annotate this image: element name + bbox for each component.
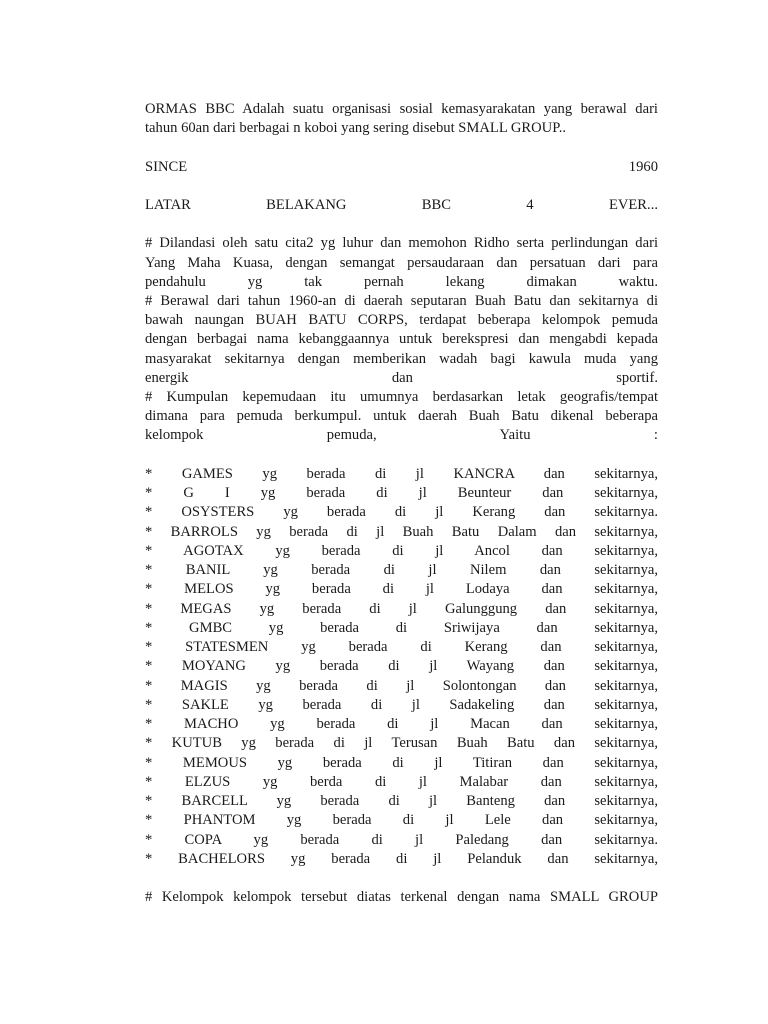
- intro-line: tahun 60an dari berbagai n koboi yang sering disebut SMALL GROUP..: [145, 120, 566, 137]
- list-item: * SAKLE yg berada di jl Sadakeling dan sekitarnya,: [145, 696, 658, 713]
- intro-line: ORMAS BBC Adalah suatu organisasi sosial kemasyarakatan yang berawal dari: [145, 101, 658, 117]
- paragraph-line: pendahulu yg tak pernah lekang dimakan waktu.: [145, 273, 658, 290]
- paragraph-line: # Kumpulan kepemudaan itu umumnya berdasarkan letak geografis/tempat: [145, 389, 658, 405]
- paragraph-line: dengan berbagai nama kebanggaannya untuk berekspresi dan mengabdi kepada: [145, 331, 658, 348]
- list-item: * BANIL yg berada di jl Nilem dan sekitarnya,: [145, 562, 658, 579]
- paragraph-line: energik dan sportif.: [145, 369, 658, 386]
- paragraph-line: # Berawal dari tahun 1960-an di daerah seputaran Buah Batu dan sekitarnya di: [145, 292, 658, 309]
- paragraph-line: kelompok pemuda, Yaitu :: [145, 427, 658, 444]
- list-item: * KUTUB yg berada di jl Terusan Buah Batu dan sekitarnya,: [145, 735, 658, 752]
- background-paragraph: [145, 234, 658, 445]
- list-item: * BARROLS yg berada di jl Buah Batu Dalam dan sekitarnya,: [145, 523, 658, 540]
- list-item: * BARCELL yg berada di jl Banteng dan sekitarnya,: [145, 793, 658, 810]
- list-item: * STATESMEN yg berada di Kerang dan sekitarnya,: [145, 639, 658, 656]
- paragraph-line: Yang Maha Kuasa, dengan semangat persaudaraan dan persatuan dari para: [145, 254, 658, 271]
- list-item: * MOYANG yg berada di jl Wayang dan sekitarnya,: [145, 658, 658, 675]
- paragraph-line: # Dilandasi oleh satu cita2 yg luhur dan memohon Ridho serta perlindungan dari: [145, 235, 658, 252]
- list-item: * AGOTAX yg berada di jl Ancol dan sekitarnya,: [145, 542, 658, 559]
- list-item: * MAGIS yg berada di jl Solontongan dan sekitarnya,: [145, 677, 658, 694]
- list-item: * BACHELORS yg berada di jl Pelanduk dan sekitarnya,: [145, 850, 658, 867]
- list-item: * GAMES yg berada di jl KANCRA dan sekitarnya,: [145, 465, 658, 482]
- list-item: * MELOS yg berada di jl Lodaya dan sekitarnya,: [145, 581, 658, 598]
- list-item: * MACHO yg berada di jl Macan dan sekitarnya,: [145, 716, 658, 733]
- document-page: [145, 100, 658, 907]
- intro-paragraph: [145, 100, 658, 138]
- list-item: * OSYSTERS yg berada di jl Kerang dan sekitarnya.: [145, 504, 658, 521]
- paragraph-line: dimana para pemuda berkumpul. untuk daerah Buah Batu dikenal beberapa: [145, 408, 658, 425]
- list-item: * MEMOUS yg berada di jl Titiran dan sekitarnya,: [145, 754, 658, 771]
- closing-line: # Kelompok kelompok tersebut diatas terkenal dengan nama SMALL GROUP: [145, 889, 658, 906]
- list-item: * MEGAS yg berada di jl Galunggung dan sekitarnya,: [145, 600, 658, 617]
- list-item: * G I yg berada di jl Beunteur dan sekitarnya,: [145, 485, 658, 502]
- since-line: SINCE 1960: [145, 158, 658, 175]
- paragraph-line: masyarakat sekitarnya dengan memberikan wadah bagi kawula muda yang: [145, 350, 658, 367]
- list-item: * GMBC yg berada di Sriwijaya dan sekitarnya,: [145, 619, 658, 636]
- list-item: * PHANTOM yg berada di jl Lele dan sekitarnya,: [145, 812, 658, 829]
- group-list: [145, 465, 658, 869]
- list-item: * ELZUS yg berda di jl Malabar dan sekitarnya,: [145, 773, 658, 790]
- list-item: * COPA yg berada di jl Paledang dan sekitarnya.: [145, 831, 658, 848]
- paragraph-line: bawah naungan BUAH BATU CORPS, terdapat beberapa kelompok pemuda: [145, 312, 658, 329]
- section-heading: LATAR BELAKANG BBC 4 EVER...: [145, 196, 658, 213]
